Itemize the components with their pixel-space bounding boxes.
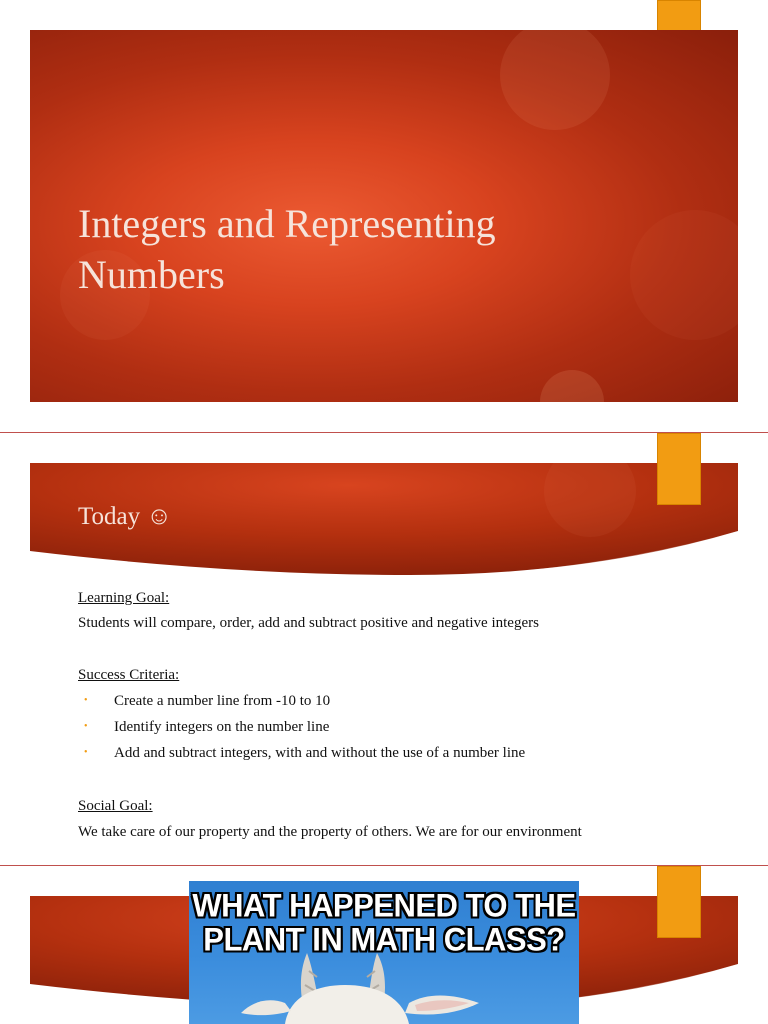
slide-title: Today ☺ (78, 503, 172, 530)
learning-goal-text: Students will compare, order, add and subtract positive and negative integers (78, 615, 539, 631)
orange-tab-decoration (657, 433, 701, 505)
meme-image (189, 881, 579, 1024)
title-slide (30, 30, 738, 402)
social-goal-heading: Social Goal: (78, 798, 153, 814)
slide-divider (0, 865, 768, 866)
slide-title-line2: Numbers (78, 252, 225, 297)
list-item (78, 691, 525, 717)
slide-divider (0, 432, 768, 433)
bullet-icon: • (84, 747, 88, 758)
slide-title (78, 198, 678, 300)
bullet-icon: • (84, 695, 88, 706)
social-goal-text: We take care of our property and the property of others. We are for our environment (78, 824, 582, 840)
bullet-icon: • (84, 721, 88, 732)
learning-goal-heading: Learning Goal: (78, 590, 170, 606)
list-item-text: Add and subtract integers, with and without the use of a number line (114, 745, 526, 761)
orange-tab-decoration (657, 866, 701, 938)
bokeh-decoration (500, 30, 610, 130)
success-criteria-heading: Success Criteria: (78, 667, 180, 683)
list-item-text: Create a number line from -10 to 10 (114, 693, 331, 709)
bokeh-decoration (540, 370, 604, 402)
meme-caption-line2: PLANT IN MATH CLASS? (203, 921, 565, 958)
meme-caption-line1: WHAT HAPPENED TO THE (192, 887, 576, 924)
list-item (78, 743, 525, 769)
slide-title-line1: Integers and Representing (78, 201, 496, 246)
list-item (78, 717, 525, 743)
list-item-text: Identify integers on the number line (114, 719, 330, 735)
success-criteria-list (78, 691, 525, 769)
